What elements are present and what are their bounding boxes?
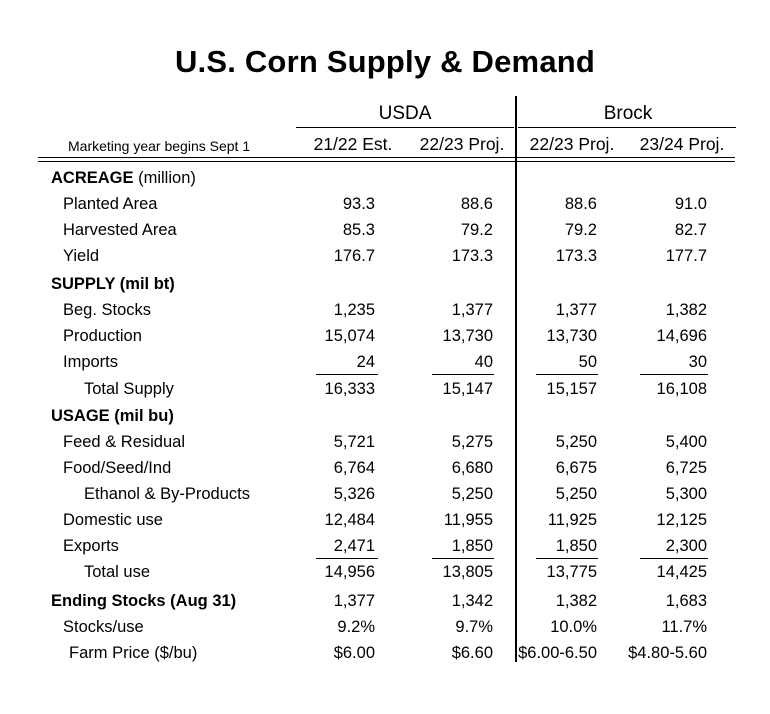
- cell-value: 15,074: [324, 327, 375, 345]
- cell-value: 1,377: [451, 301, 493, 319]
- cell-value: 5,275: [451, 433, 493, 451]
- table-row: [0, 618, 770, 644]
- cell-value: 173.3: [451, 247, 493, 265]
- cell-value: 50: [578, 353, 597, 371]
- row-label: Production: [63, 327, 142, 345]
- section-label: SUPPLY (mil bt): [51, 275, 175, 293]
- row-label: Exports: [63, 537, 119, 555]
- cell-value: 11,925: [547, 511, 597, 529]
- subtotal-rule: [432, 374, 494, 375]
- cell-value: 13,805: [442, 563, 493, 581]
- cell-value: 12,125: [656, 511, 707, 529]
- row-label: Beg. Stocks: [63, 301, 152, 319]
- section-unit: (million): [138, 169, 196, 187]
- row-label: Domestic use: [63, 511, 163, 529]
- cell-value: 1,850: [451, 537, 493, 555]
- subtotal-rule: [316, 558, 378, 559]
- table-row: [0, 563, 770, 589]
- cell-value: 5,300: [665, 485, 707, 503]
- cell-value: 5,721: [333, 433, 375, 451]
- cell-value: 16,108: [656, 380, 707, 398]
- table-row: [0, 353, 770, 379]
- cell-value: 177.7: [665, 247, 707, 265]
- cell-value: 13,775: [546, 563, 597, 581]
- cell-value: 14,425: [656, 563, 707, 581]
- table-row: [0, 247, 770, 273]
- cell-value: 176.7: [333, 247, 375, 265]
- row-label: Farm Price ($/bu): [69, 644, 198, 662]
- section-usage: [0, 407, 770, 433]
- cell-value: 14,696: [656, 327, 707, 345]
- row-label: Harvested Area: [63, 221, 177, 239]
- cell-value: 16,333: [324, 380, 375, 398]
- subtotal-rule: [316, 374, 378, 375]
- cell-value: 2,471: [333, 537, 375, 555]
- cell-value: 2,300: [665, 537, 707, 555]
- cell-value: 93.3: [342, 195, 375, 213]
- brock-group-underline: [518, 127, 736, 128]
- cell-value: 9.7%: [455, 618, 493, 636]
- table-row: [0, 380, 770, 406]
- table-row: [0, 644, 770, 670]
- table-row: [0, 459, 770, 485]
- brock-group-header: Brock: [603, 103, 653, 124]
- row-label: Ending Stocks (Aug 31): [51, 592, 237, 610]
- cell-value: 30: [688, 353, 707, 371]
- cell-value: 24: [356, 353, 375, 371]
- cell-value: $6.00-6.50: [518, 644, 597, 662]
- cell-value: 79.2: [564, 221, 597, 239]
- column-header-usda-2223: 22/23 Proj.: [419, 134, 505, 154]
- cell-value: 1,683: [665, 592, 707, 610]
- cell-value: 79.2: [460, 221, 493, 239]
- table-row: [0, 433, 770, 459]
- cell-value: 6,675: [555, 459, 597, 477]
- table-row: [0, 327, 770, 353]
- cell-value: 6,725: [665, 459, 707, 477]
- row-label: Ethanol & By-Products: [84, 485, 250, 503]
- cell-value: 82.7: [674, 221, 707, 239]
- section-label: USAGE (mil bu): [51, 407, 174, 425]
- table-row: [0, 485, 770, 511]
- cell-value: 85.3: [342, 221, 375, 239]
- table-row: [0, 195, 770, 221]
- header-double-rule: [38, 157, 735, 162]
- cell-value: 5,250: [555, 485, 597, 503]
- row-label: Stocks/use: [63, 618, 144, 636]
- cell-value: $6.00: [333, 644, 375, 662]
- cell-value: 6,680: [451, 459, 493, 477]
- cell-value: 10.0%: [550, 618, 597, 636]
- cell-value: 173.3: [555, 247, 597, 265]
- table-row: [0, 592, 770, 618]
- cell-value: 15,147: [442, 380, 493, 398]
- cell-value: 1,235: [333, 301, 375, 319]
- table-row: [0, 511, 770, 537]
- cell-value: 5,250: [555, 433, 597, 451]
- cell-value: 40: [474, 353, 493, 371]
- page-title: U.S. Corn Supply & Demand: [174, 44, 596, 79]
- subtotal-rule: [536, 558, 598, 559]
- cell-value: 14,956: [324, 563, 375, 581]
- cell-value: 11,955: [443, 511, 493, 529]
- cell-value: 11.7%: [661, 618, 707, 636]
- cell-value: 12,484: [324, 511, 375, 529]
- column-header-brock-2324: 23/24 Proj.: [639, 134, 725, 154]
- cell-value: 15,157: [546, 380, 597, 398]
- cell-value: 88.6: [564, 195, 597, 213]
- column-header-usda-2122: 21/22 Est.: [313, 134, 393, 154]
- usda-group-underline: [296, 127, 514, 128]
- subtotal-rule: [640, 558, 708, 559]
- cell-value: 13,730: [442, 327, 493, 345]
- table-row: [0, 221, 770, 247]
- cell-value: $6.60: [451, 644, 493, 662]
- row-label: Yield: [63, 247, 100, 265]
- cell-value: 6,764: [333, 459, 375, 477]
- cell-value: 5,250: [451, 485, 493, 503]
- cell-value: 1,382: [555, 592, 597, 610]
- subtotal-rule: [536, 374, 598, 375]
- row-label: Imports: [63, 353, 119, 371]
- subtotal-rule: [640, 374, 708, 375]
- row-label: Planted Area: [63, 195, 158, 213]
- row-label: Total use: [84, 563, 151, 581]
- row-label: Food/Seed/Ind: [63, 459, 172, 477]
- section-label: ACREAGE (million): [51, 169, 196, 187]
- row-label: Total Supply: [84, 380, 174, 398]
- cell-value: 5,400: [665, 433, 707, 451]
- table-row: [0, 301, 770, 327]
- table-row: [0, 537, 770, 563]
- section-acreage: [0, 169, 770, 195]
- usda-group-header: USDA: [378, 103, 432, 124]
- cell-value: 1,377: [333, 592, 375, 610]
- cell-value: 5,326: [333, 485, 375, 503]
- row-label: Feed & Residual: [63, 433, 185, 451]
- subtotal-rule: [432, 558, 494, 559]
- cell-value: 1,342: [451, 592, 493, 610]
- cell-value: 1,377: [555, 301, 597, 319]
- cell-value: 13,730: [546, 327, 597, 345]
- section-supply: [0, 275, 770, 301]
- marketing-year-note: Marketing year begins Sept 1: [68, 138, 251, 154]
- cell-value: 91.0: [674, 195, 707, 213]
- cell-value: $4.80-5.60: [628, 644, 707, 662]
- column-header-brock-2223: 22/23 Proj.: [529, 134, 615, 154]
- cell-value: 9.2%: [337, 618, 375, 636]
- cell-value: 1,850: [555, 537, 597, 555]
- cell-value: 1,382: [665, 301, 707, 319]
- cell-value: 88.6: [460, 195, 493, 213]
